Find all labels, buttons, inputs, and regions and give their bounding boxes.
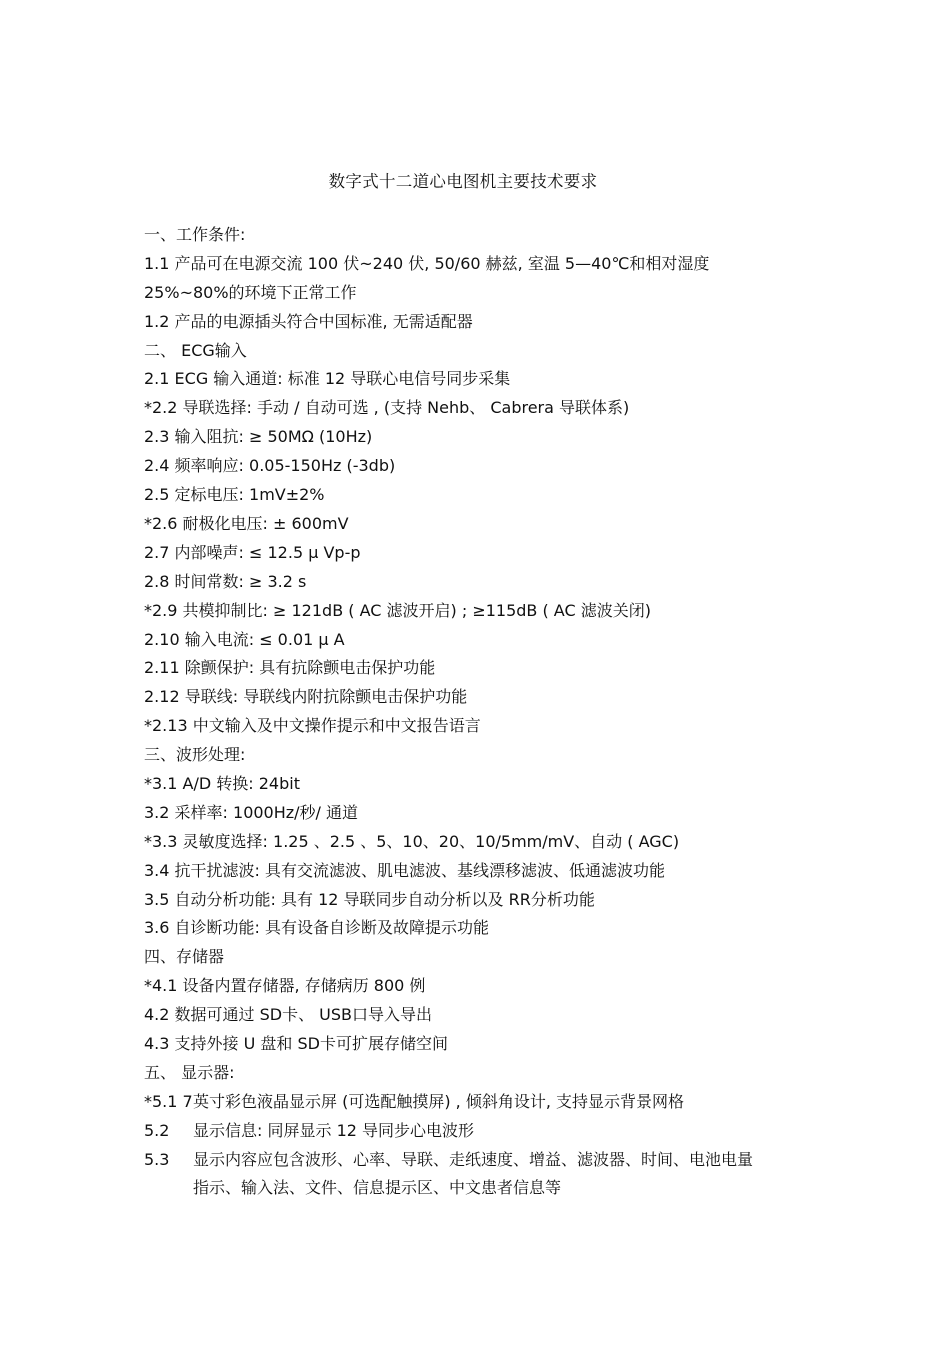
section-heading: 三、波形处理: — [144, 745, 246, 765]
spec-item: *2.6 耐极化电压: ± 600mV — [144, 513, 349, 533]
spec-item: *4.1 设备内置存储器, 存储病历 800 例 — [144, 976, 426, 996]
section-heading: 四、存储器 — [144, 947, 225, 967]
spec-item: 2.11 除颤保护: 具有抗除颤电击保护功能 — [144, 658, 436, 678]
spec-item: *2.9 共模抑制比: ≥ 121dB ( AC 滤波开启) ; ≥115dB ( AC 滤波关闭) — [144, 600, 651, 620]
spec-item: *2.2 导联选择: 手动 / 自动可选 , (支持 Nehb、 Cabrera 导联体系) — [144, 398, 630, 418]
spec-item: 5.2 显示信息: 同屏显示 12 导同步心电波形 — [144, 1120, 475, 1140]
spec-item: 2.7 内部噪声: ≤ 12.5 μ Vp-p — [144, 542, 361, 562]
spec-item: 4.3 支持外接 U 盘和 SD卡可扩展存储空间 — [144, 1033, 448, 1053]
section-heading: 五、 显示器: — [144, 1062, 235, 1082]
spec-item: 3.6 自诊断功能: 具有设备自诊断及故障提示功能 — [144, 918, 490, 938]
page-title: 数字式十二道心电图机主要技术要求 — [328, 172, 598, 191]
spec-item: 3.2 采样率: 1000Hz/秒/ 通道 — [144, 802, 359, 822]
spec-item: 3.5 自动分析功能: 具有 12 导联同步自动分析以及 RR分析功能 — [144, 889, 595, 909]
spec-item: 1.1 产品可在电源交流 100 伏~240 伏, 50/60 赫兹, 室温 5—40℃和相对湿度 25%~80%的环境下正常工作 — [144, 253, 710, 302]
spec-item: *3.1 A/D 转换: 24bit — [144, 773, 300, 793]
spec-item: 2.10 输入电流: ≤ 0.01 μ A — [144, 629, 345, 649]
spec-item: 4.2 数据可通过 SD卡、 USB口导入导出 — [144, 1005, 433, 1025]
spec-item: 3.4 抗干扰滤波: 具有交流滤波、肌电滤波、基线漂移滤波、低通滤波功能 — [144, 860, 666, 880]
spec-item: *5.1 7英寸彩色液晶显示屏 (可选配触摸屏) , 倾斜角设计, 支持显示背景网格 — [144, 1091, 685, 1111]
spec-item: *2.13 中文输入及中文操作提示和中文报告语言 — [144, 716, 481, 736]
spec-item: 2.1 ECG 输入通道: 标准 12 导联心电信号同步采集 — [144, 369, 511, 389]
spec-item: *3.3 灵敏度选择: 1.25 、2.5 、5、10、20、10/5mm/mV、自动 ( AGC) — [144, 831, 680, 851]
spec-item: 2.5 定标电压: 1mV±2% — [144, 485, 325, 505]
spec-item: 2.12 导联线: 导联线内附抗除颤电击保护功能 — [144, 687, 468, 707]
section-heading: 一、工作条件: — [144, 225, 246, 244]
spec-item: 2.8 时间常数: ≥ 3.2 s — [144, 571, 307, 591]
spec-item: 5.3 显示内容应包含波形、心率、导联、走纸速度、增益、滤波器、时间、电池电量指示、输入法、文件、信息提示区、中文患者信息等 — [144, 1149, 754, 1198]
spec-item: 1.2 产品的电源插头符合中国标准, 无需适配器 — [144, 311, 473, 331]
spec-list — [144, 221, 804, 1203]
spec-item: 2.4 频率响应: 0.05-150Hz (-3db) — [144, 456, 396, 476]
spec-item: 2.3 输入阻抗: ≥ 50MΩ (10Hz) — [144, 427, 373, 447]
section-heading: 二、 ECG输入 — [144, 340, 247, 360]
